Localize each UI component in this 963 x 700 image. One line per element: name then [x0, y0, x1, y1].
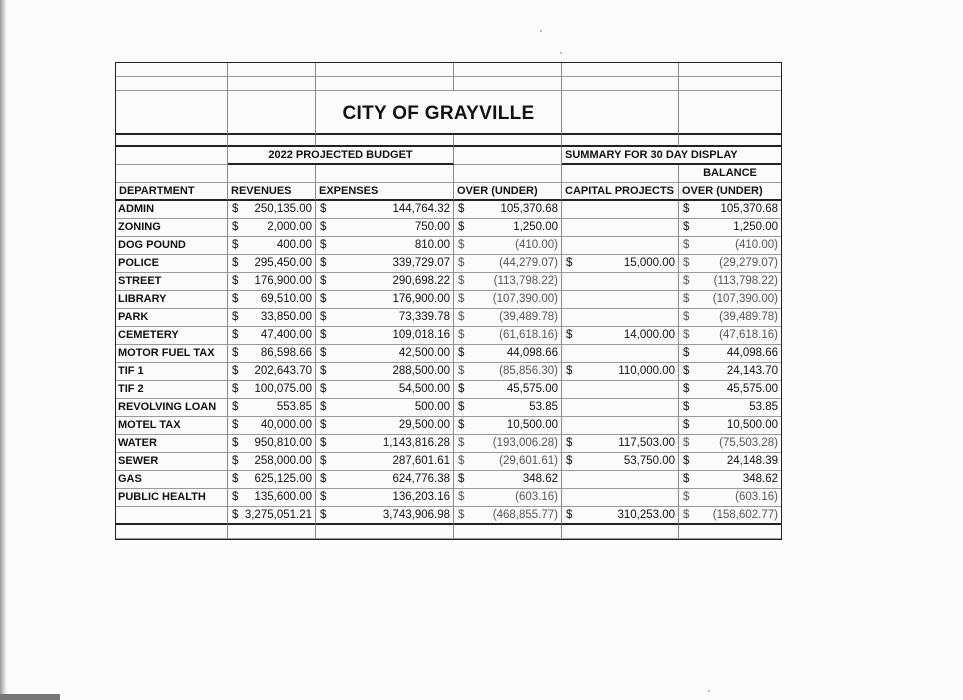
department-cell: REVOLVING LOAN: [116, 399, 228, 417]
balance-cell: $ (29,279.07): [679, 255, 781, 273]
over-under-cell: $ (193,006.28): [454, 435, 562, 453]
balance-cell: $ 45,575.00: [679, 381, 781, 399]
table-row: [116, 291, 781, 309]
capital-projects-cell: $ 53,750.00: [562, 453, 679, 471]
total-expenses: $ 3,743,906.98: [316, 507, 454, 525]
over-under-cell: $ 1,250.00: [454, 219, 562, 237]
expense-cell: $ 29,500.00: [316, 417, 454, 435]
over-under-cell: $ 348.62: [454, 471, 562, 489]
table-row: [116, 273, 781, 291]
blank-row: [116, 63, 781, 77]
budget-subtitle: 2022 PROJECTED BUDGET: [228, 147, 454, 165]
expense-cell: $ 73,339.78: [316, 309, 454, 327]
balance-cell: $ (39,489.78): [679, 309, 781, 327]
capital-projects-cell: $ 14,000.00: [562, 327, 679, 345]
expense-cell: $ 287,601.61: [316, 453, 454, 471]
subtitle-row: [116, 147, 781, 165]
expense-cell: $ 1,143,816.28: [316, 435, 454, 453]
revenue-cell: $ 176,900.00: [228, 273, 316, 291]
capital-projects-cell: [562, 237, 679, 255]
department-cell: MOTEL TAX: [116, 417, 228, 435]
over-under-cell: $ (113,798.22): [454, 273, 562, 291]
over-under-cell: $ (410.00): [454, 237, 562, 255]
scan-speck: [540, 30, 542, 32]
over-under-cell: $ (61,618.16): [454, 327, 562, 345]
over-under-header: OVER (UNDER): [454, 183, 562, 201]
page-title: CITY OF GRAYVILLE: [342, 103, 535, 124]
table-row: [116, 237, 781, 255]
table-row: [116, 201, 781, 219]
department-cell: PARK: [116, 309, 228, 327]
header-row: [116, 183, 781, 201]
revenue-cell: $ 135,600.00: [228, 489, 316, 507]
expense-cell: $ 290,698.22: [316, 273, 454, 291]
table-row: [116, 489, 781, 507]
capital-projects-cell: $ 110,000.00: [562, 363, 679, 381]
revenue-cell: $ 2,000.00: [228, 219, 316, 237]
expense-cell: $ 136,203.16: [316, 489, 454, 507]
revenue-cell: $ 69,510.00: [228, 291, 316, 309]
balance-cell: $ 348.62: [679, 471, 781, 489]
total-capital-projects: $ 310,253.00: [562, 507, 679, 525]
table-row: [116, 345, 781, 363]
table-row: [116, 219, 781, 237]
revenue-cell: $ 40,000.00: [228, 417, 316, 435]
department-cell: PUBLIC HEALTH: [116, 489, 228, 507]
balance-cell: $ 1,250.00: [679, 219, 781, 237]
capital-projects-cell: [562, 381, 679, 399]
over-under-cell: $ (85,856.30): [454, 363, 562, 381]
revenue-cell: $ 258,000.00: [228, 453, 316, 471]
table-row: [116, 309, 781, 327]
expense-cell: $ 624,776.38: [316, 471, 454, 489]
budget-sheet: [115, 62, 782, 540]
balance-cell: $ (410.00): [679, 237, 781, 255]
revenue-cell: $ 950,810.00: [228, 435, 316, 453]
revenue-cell: $ 86,598.66: [228, 345, 316, 363]
table-row: [116, 417, 781, 435]
revenue-cell: $ 47,400.00: [228, 327, 316, 345]
title-row: [116, 91, 781, 135]
over-under-cell: $ (29,601.61): [454, 453, 562, 471]
table-row: [116, 471, 781, 489]
department-cell: LIBRARY: [116, 291, 228, 309]
department-cell: TIF 2: [116, 381, 228, 399]
expense-cell: $ 42,500.00: [316, 345, 454, 363]
table-row: [116, 399, 781, 417]
capital-projects-cell: [562, 273, 679, 291]
department-cell: GAS: [116, 471, 228, 489]
capital-projects-cell: [562, 309, 679, 327]
over-under-cell: $ 105,370.68: [454, 201, 562, 219]
department-cell: TIF 1: [116, 363, 228, 381]
balance-cell: $ 24,148.39: [679, 453, 781, 471]
over-under-cell: $ 45,575.00: [454, 381, 562, 399]
blank-row: [116, 135, 781, 147]
balance-cell: $ 105,370.68: [679, 201, 781, 219]
expense-cell: $ 54,500.00: [316, 381, 454, 399]
blank-row: [116, 77, 781, 91]
balance-cell: $ (113,798.22): [679, 273, 781, 291]
expense-cell: $ 144,764.32: [316, 201, 454, 219]
capital-projects-cell: [562, 345, 679, 363]
capital-projects-cell: [562, 219, 679, 237]
revenue-cell: $ 553.85: [228, 399, 316, 417]
department-cell: ADMIN: [116, 201, 228, 219]
department-cell: SEWER: [116, 453, 228, 471]
table-row: [116, 453, 781, 471]
department-cell: WATER: [116, 435, 228, 453]
table-row: [116, 435, 781, 453]
balance-cell: $ (75,503.28): [679, 435, 781, 453]
over-under-cell: $ 53.85: [454, 399, 562, 417]
budget-table: [116, 63, 781, 539]
total-balance: $ (158,602.77): [679, 507, 781, 525]
balance-over-under-header: OVER (UNDER): [679, 183, 781, 201]
department-cell: CEMETERY: [116, 327, 228, 345]
department-header: DEPARTMENT: [116, 183, 228, 201]
revenue-cell: $ 33,850.00: [228, 309, 316, 327]
scan-speck: [708, 690, 710, 692]
balance-cell: $ 10,500.00: [679, 417, 781, 435]
revenues-header: REVENUES: [228, 183, 316, 201]
expense-cell: $ 288,500.00: [316, 363, 454, 381]
over-under-cell: $ 10,500.00: [454, 417, 562, 435]
totals-row: [116, 507, 781, 525]
expense-cell: $ 339,729.07: [316, 255, 454, 273]
over-under-cell: $ 44,098.66: [454, 345, 562, 363]
balance-cell: $ (107,390.00): [679, 291, 781, 309]
scan-speck: [560, 52, 562, 54]
capital-projects-cell: [562, 417, 679, 435]
capital-projects-cell: $ 15,000.00: [562, 255, 679, 273]
revenue-cell: $ 295,450.00: [228, 255, 316, 273]
capital-projects-cell: $ 117,503.00: [562, 435, 679, 453]
department-cell: MOTOR FUEL TAX: [116, 345, 228, 363]
balance-cell: $ (603.16): [679, 489, 781, 507]
revenue-cell: $ 250,135.00: [228, 201, 316, 219]
scan-edge-shadow: [0, 0, 7, 700]
revenue-cell: $ 625,125.00: [228, 471, 316, 489]
table-row: [116, 363, 781, 381]
revenue-cell: $ 202,643.70: [228, 363, 316, 381]
total-revenues: $ 3,275,051.21: [228, 507, 316, 525]
revenue-cell: $ 100,075.00: [228, 381, 316, 399]
over-under-cell: $ (39,489.78): [454, 309, 562, 327]
balance-cell: $ 44,098.66: [679, 345, 781, 363]
scan-edge-mark: [0, 694, 60, 700]
over-under-cell: $ (603.16): [454, 489, 562, 507]
over-under-cell: $ (44,279.07): [454, 255, 562, 273]
capital-projects-header: CAPITAL PROJECTS: [562, 183, 679, 201]
capital-projects-cell: [562, 399, 679, 417]
expenses-header: EXPENSES: [316, 183, 454, 201]
department-cell: POLICE: [116, 255, 228, 273]
capital-projects-cell: [562, 471, 679, 489]
department-cell: DOG POUND: [116, 237, 228, 255]
capital-projects-cell: [562, 291, 679, 309]
total-over-under: $ (468,855.77): [454, 507, 562, 525]
revenue-cell: $ 400.00: [228, 237, 316, 255]
expense-cell: $ 176,900.00: [316, 291, 454, 309]
header-row-upper: [116, 165, 781, 183]
over-under-cell: $ (107,390.00): [454, 291, 562, 309]
capital-projects-cell: [562, 489, 679, 507]
summary-subtitle: SUMMARY FOR 30 DAY DISPLAY: [562, 147, 781, 165]
expense-cell: $ 500.00: [316, 399, 454, 417]
expense-cell: $ 810.00: [316, 237, 454, 255]
balance-cell: $ (47,618.16): [679, 327, 781, 345]
balance-cell: $ 24,143.70: [679, 363, 781, 381]
department-cell: STREET: [116, 273, 228, 291]
expense-cell: $ 750.00: [316, 219, 454, 237]
capital-projects-cell: [562, 201, 679, 219]
balance-header: BALANCE: [679, 165, 781, 183]
department-cell: ZONING: [116, 219, 228, 237]
table-row: [116, 381, 781, 399]
table-row: [116, 255, 781, 273]
blank-row: [116, 525, 781, 539]
expense-cell: $ 109,018.16: [316, 327, 454, 345]
balance-cell: $ 53.85: [679, 399, 781, 417]
table-row: [116, 327, 781, 345]
